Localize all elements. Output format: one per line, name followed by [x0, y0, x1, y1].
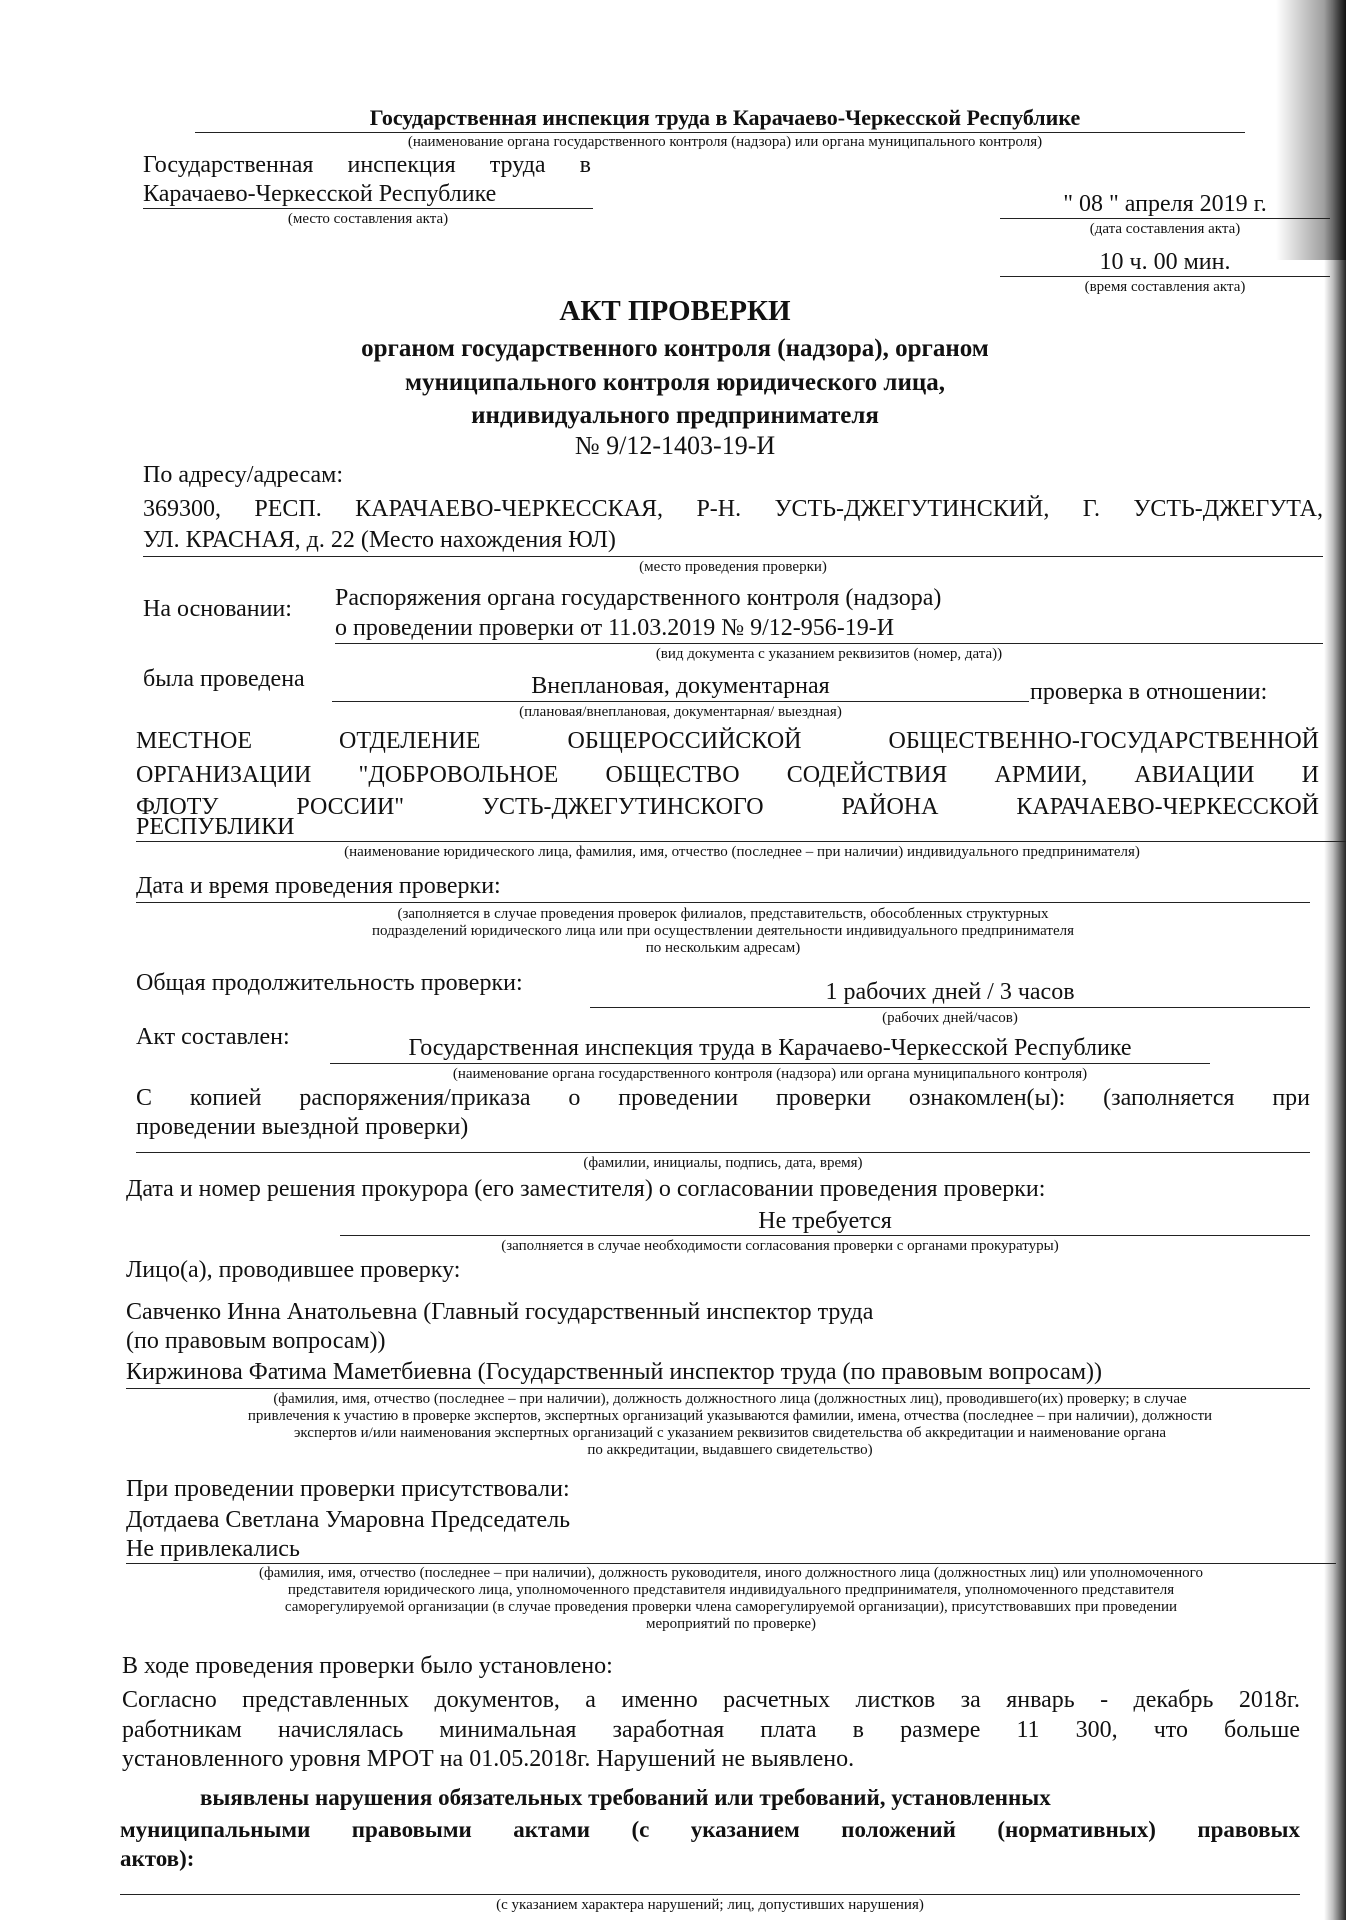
findings-line-3: установленного уровня МРОТ на 01.05.2018г. Нарушений не выявлено. — [122, 1746, 855, 1772]
inspection-type: Внеплановая, документарная — [531, 673, 830, 699]
address-label: По адресу/адресам: — [143, 462, 344, 488]
present-line-1: Дотдаева Светлана Умаровна Председатель — [126, 1507, 571, 1533]
organization-caption: (наименование юридического лица, фамилия, имя, отчество (последнее – при наличии) индивидуального предпринимателя) — [344, 844, 1140, 860]
address-line-2: УЛ. КРАСНАЯ, д. 22 (Место нахождения ЮЛ) — [143, 527, 616, 553]
datetime-caption-2: подразделений юридического лица или при осуществлении деятельности индивидуального предпринимателя — [371, 923, 1075, 939]
inspectors-caption-4: по аккредитации, выдавшего свидетельство) — [587, 1442, 873, 1458]
familiarized-caption: (фамилии, инициалы, подпись, дата, время) — [583, 1155, 863, 1171]
findings-line-2: работникам начислялась минимальная заработная плата в размере 11 300, что больше — [122, 1717, 1300, 1743]
present-line-2: Не привлекались — [126, 1536, 300, 1562]
present-caption-2: представителя юридического лица, уполномоченного представителя индивидуального предпринимателя, уполномоченного представителя — [287, 1582, 1175, 1598]
time-underline — [1000, 276, 1330, 277]
conducted-label: была проведена — [143, 666, 305, 692]
organization-line-4: РЕСПУБЛИКИ — [136, 814, 295, 840]
basis-label: На основании: — [143, 596, 292, 622]
datetime-underline — [136, 902, 1310, 903]
violations-line-3: актов): — [120, 1846, 195, 1871]
compiled-label: Акт составлен: — [136, 1024, 290, 1050]
present-label: При проведении проверки присутствовали: — [126, 1476, 570, 1502]
prosecutor-caption: (заполняется в случае необходимости согласования проверки с органами прокуратуры) — [501, 1238, 1059, 1254]
violations-caption: (с указанием характера нарушений; лиц, допустивших нарушения) — [496, 1897, 924, 1913]
violations-underline — [120, 1894, 1300, 1895]
date-caption: (дата составления акта) — [1089, 221, 1241, 237]
address-caption: (место проведения проверки) — [639, 559, 827, 575]
duration-caption: (рабочих дней/часов) — [882, 1010, 1018, 1026]
basis-caption: (вид документа с указанием реквизитов (номер, дата)) — [655, 646, 1003, 662]
compiled-value: Государственная инспекция труда в Карачаево-Черкесской Республике — [408, 1035, 1132, 1061]
basis-line-2: о проведении проверки от 11.03.2019 № 9/12-956-19-И — [335, 615, 895, 641]
address-underline — [143, 556, 1323, 557]
present-underline — [126, 1563, 1336, 1564]
datetime-label: Дата и время проведения проверки: — [136, 873, 501, 899]
document-title: АКТ ПРОВЕРКИ — [559, 295, 791, 327]
organization-line-3: ФЛОТУ РОССИИ" УСТЬ-ДЖЕГУТИНСКОГО РАЙОНА КАРАЧАЕВО-ЧЕРКЕССКОЙ — [136, 794, 1319, 820]
date-underline — [1000, 218, 1330, 219]
organization-underline — [136, 841, 1346, 842]
place-line-2: Карачаево-Черкесской Республике — [143, 181, 497, 207]
findings-line-1: Согласно представленных документов, а именно расчетных листков за январь - декабрь 2018г. — [122, 1687, 1300, 1713]
header-line — [195, 132, 1245, 133]
familiarized-line-2: проведении выездной проверки) — [136, 1114, 469, 1140]
duration-value: 1 рабочих дней / 3 часов — [825, 979, 1075, 1005]
violations-line-1: выявлены нарушения обязательных требований или требований, установленных — [200, 1785, 1051, 1810]
datetime-caption-3: по нескольким адресам) — [645, 940, 801, 956]
prosecutor-value: Не требуется — [758, 1208, 892, 1234]
act-time: 10 ч. 00 мин. — [1099, 249, 1231, 275]
inspection-regarding-label: проверка в отношении: — [1030, 679, 1268, 705]
address-line-1: 369300, РЕСП. КАРАЧАЕВО-ЧЕРКЕССКАЯ, Р-Н. УСТЬ-ДЖЕГУТИНСКИЙ, Г. УСТЬ-ДЖЕГУТА, — [143, 496, 1323, 522]
time-caption: (время составления акта) — [1084, 279, 1246, 295]
duration-underline — [590, 1007, 1310, 1008]
place-caption: (место составления акта) — [287, 211, 449, 227]
inspector-1-line-1: Савченко Инна Анатольевна (Главный государственный инспектор труда — [126, 1299, 874, 1325]
datetime-caption-1: (заполняется в случае проведения проверок филиалов, представительств, обособленных структурных — [397, 906, 1049, 922]
organization-line-2: ОРГАНИЗАЦИИ "ДОБРОВОЛЬНОЕ ОБЩЕСТВО СОДЕЙСТВИЯ АРМИИ, АВИАЦИИ И — [136, 762, 1319, 788]
inspectors-caption-2: привлечения к участию в проверке экспертов, экспертных организаций указываются фамилии, имена, отчества (последнее – при наличии), должности — [247, 1408, 1213, 1424]
inspector-2: Киржинова Фатима Маметбиевна (Государственный инспектор труда (по правовым вопросам)) — [126, 1359, 1103, 1385]
authority-caption: (наименование органа государственного контроля (надзора) или органа муниципального контроля) — [407, 134, 1043, 150]
act-number: № 9/12-1403-19-И — [574, 431, 776, 460]
duration-label: Общая продолжительность проверки: — [136, 970, 523, 996]
scan-corner-shadow — [1276, 0, 1346, 260]
place-underline — [143, 208, 593, 209]
familiarized-underline — [136, 1152, 1310, 1153]
prosecutor-underline — [340, 1235, 1310, 1236]
authority-header: Государственная инспекция труда в Карачаево-Черкесской Республике — [369, 105, 1081, 130]
present-caption-3: саморегулируемой организации (в случае проведения проверки члена саморегулируемой организации), присутствовавших при проведении — [284, 1599, 1178, 1615]
title-line-3: индивидуального предпринимателя — [471, 402, 879, 429]
act-date: " 08 " апреля 2019 г. — [1063, 191, 1267, 217]
place-line-1: Государственная инспекция труда в — [143, 152, 591, 178]
present-caption-1: (фамилия, имя, отчество (последнее – при наличии), должность руководителя, иного должностного лица (должностных лиц) или уполномоченного — [259, 1565, 1203, 1581]
basis-underline — [335, 643, 1323, 644]
inspectors-label: Лицо(а), проводившее проверку: — [126, 1257, 461, 1283]
familiarized-line-1: С копией распоряжения/приказа о проведении проверки ознакомлен(ы): (заполняется при — [136, 1085, 1310, 1111]
organization-line-1: МЕСТНОЕ ОТДЕЛЕНИЕ ОБЩЕРОССИЙСКОЙ ОБЩЕСТВЕННО-ГОСУДАРСТВЕННОЙ — [136, 728, 1319, 754]
present-caption-4: мероприятий по проверке) — [646, 1616, 816, 1632]
title-line-1: органом государственного контроля (надзора), органом — [361, 335, 989, 362]
compiled-underline — [330, 1063, 1210, 1064]
inspectors-caption-1: (фамилия, имя, отчество (последнее – при наличии), должность должностного лица (должностных лиц), проводившего(их) проверку; в случае — [273, 1391, 1187, 1407]
title-line-2: муниципального контроля юридического лица, — [404, 369, 946, 396]
findings-label: В ходе проведения проверки было установлено: — [122, 1653, 613, 1679]
prosecutor-label: Дата и номер решения прокурора (его заместителя) о согласовании проведения проверки: — [126, 1176, 1046, 1202]
inspectors-underline — [126, 1388, 1310, 1389]
inspectors-caption-3: экспертов и/или наименования экспертных организаций с указанием реквизитов свидетельства об аккредитации и наименование органа — [293, 1425, 1167, 1441]
basis-line-1: Распоряжения органа государственного контроля (надзора) — [335, 585, 942, 611]
violations-line-2: муниципальными правовыми актами (с указанием положений (нормативных) правовых — [120, 1817, 1300, 1842]
inspection-type-underline — [332, 701, 1029, 702]
inspector-1-line-2: (по правовым вопросам)) — [126, 1328, 386, 1354]
compiled-caption: (наименование органа государственного контроля (надзора) или органа муниципального контроля) — [452, 1066, 1088, 1082]
inspection-type-caption: (плановая/внеплановая, документарная/ выездная) — [519, 704, 842, 720]
